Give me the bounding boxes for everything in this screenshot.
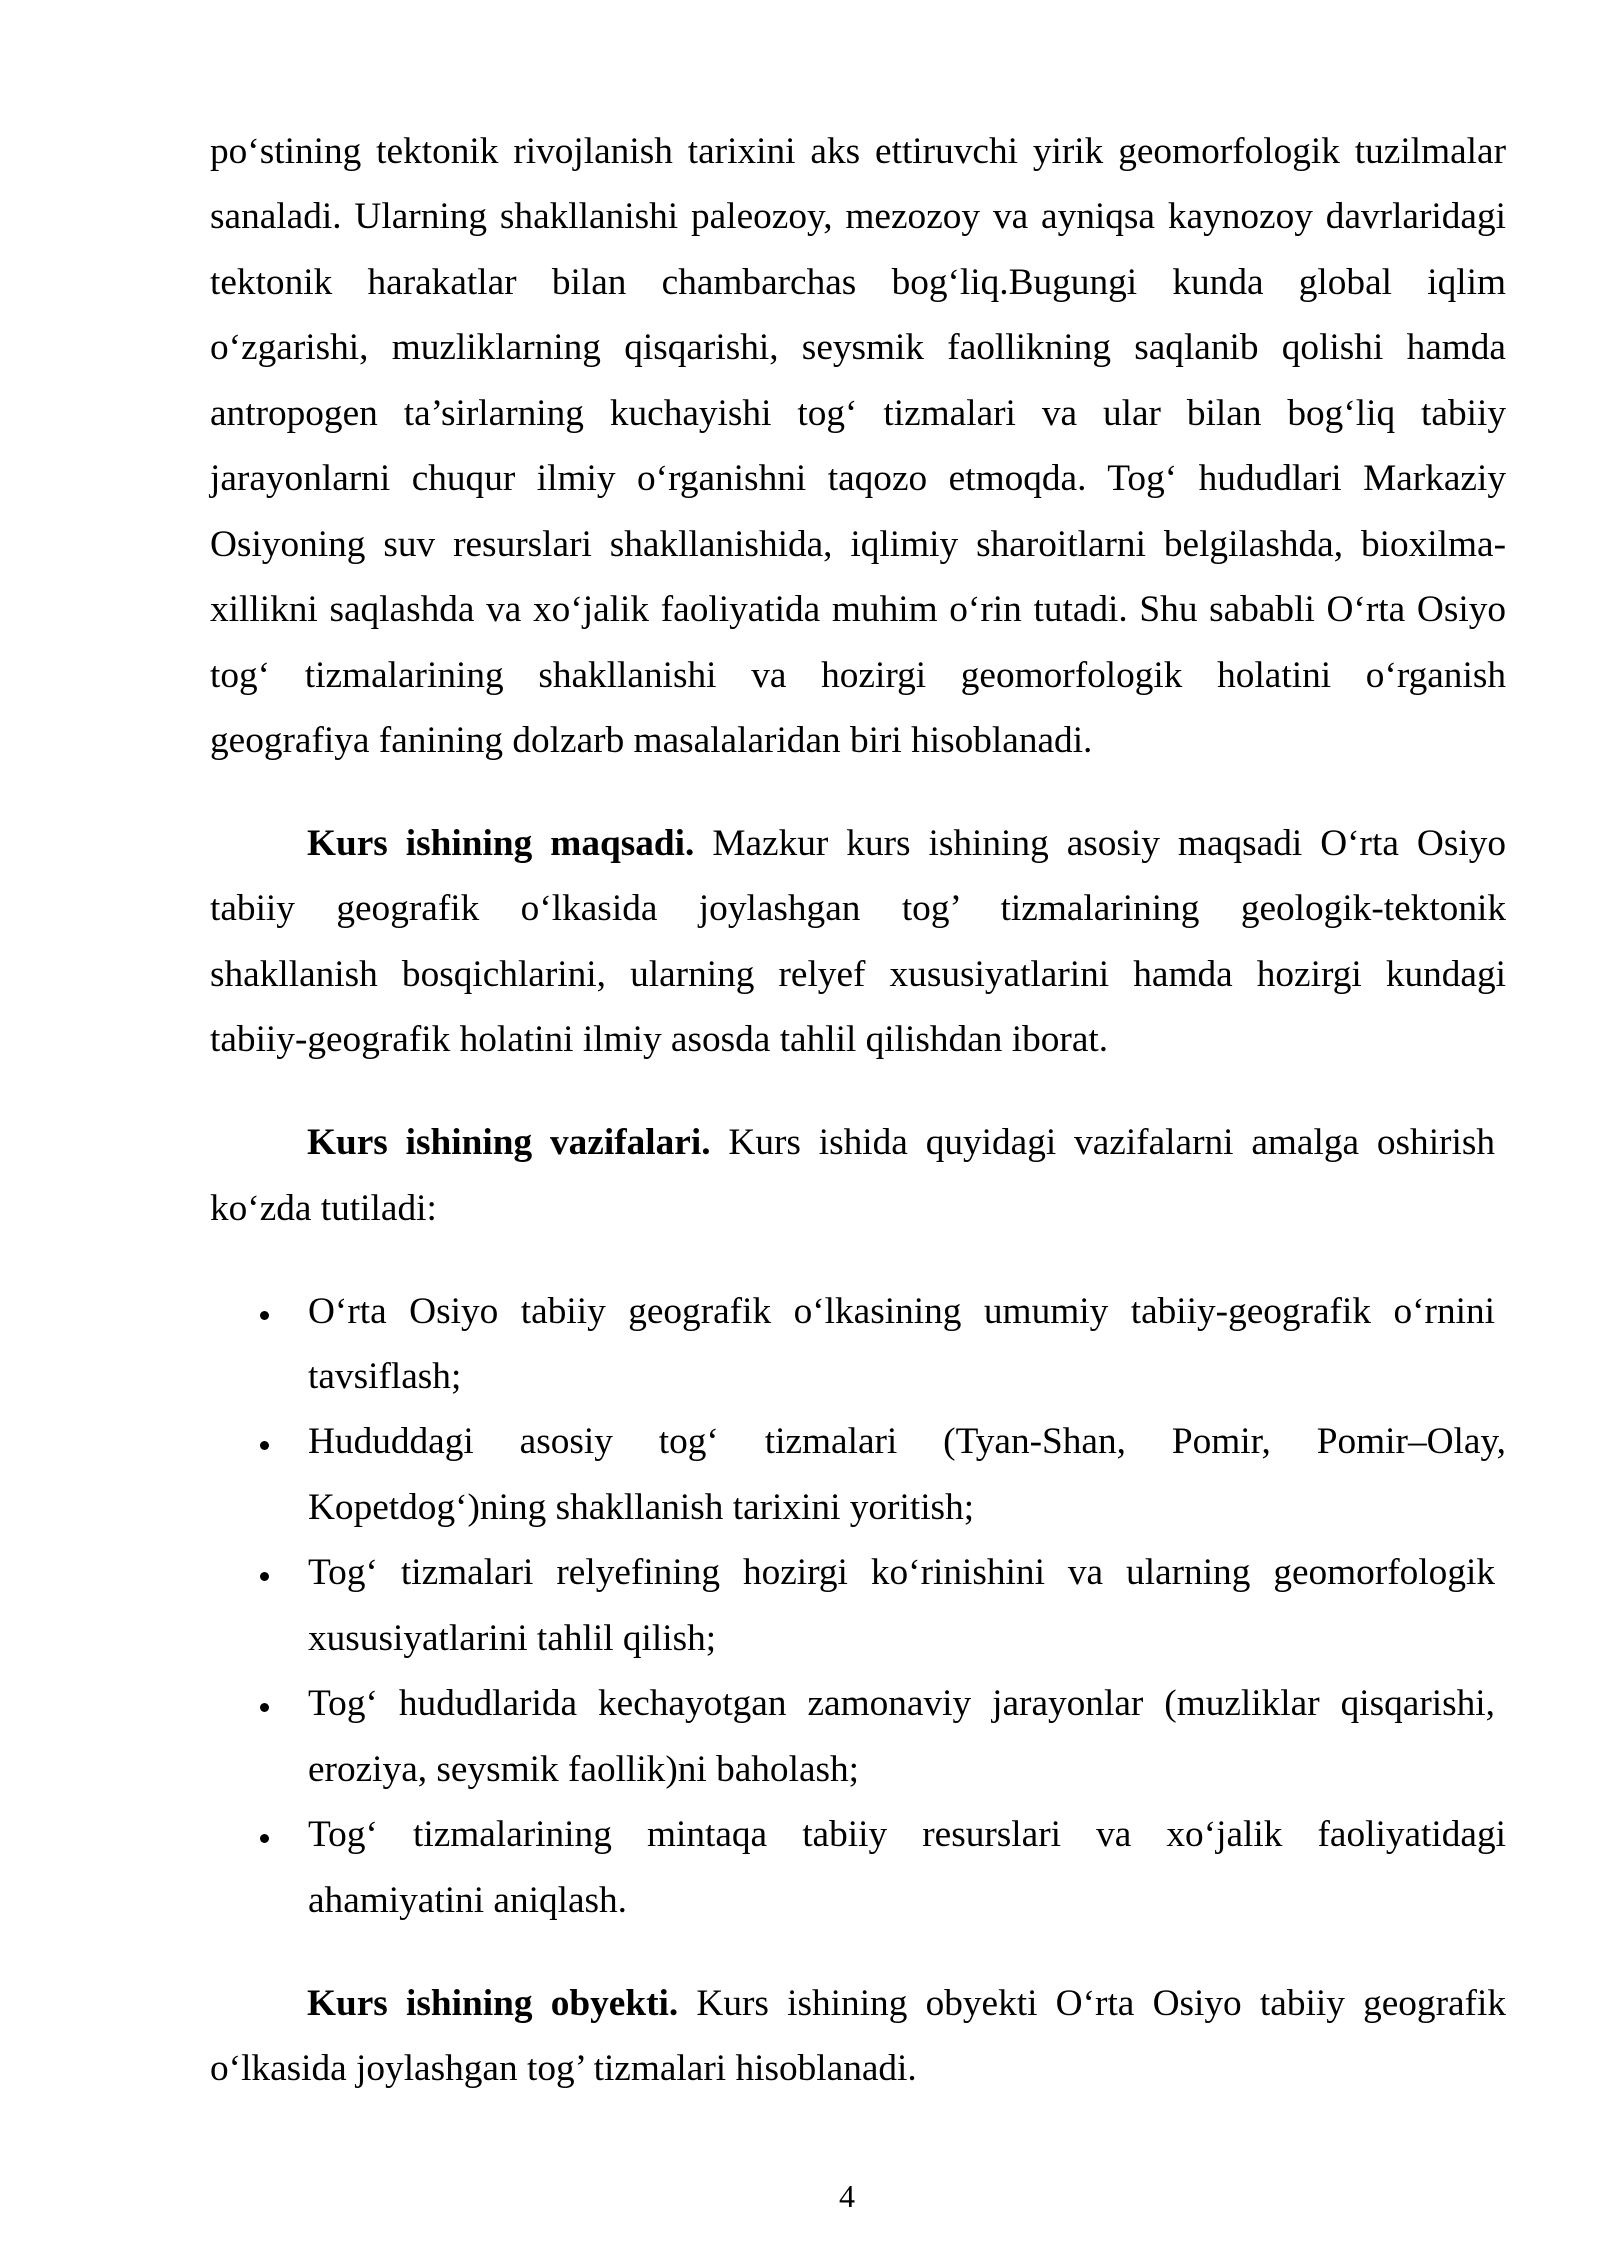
text-line: Tog‘ hududlarida kechayotgan zamonaviy jarayonlar (muzliklar qisqarishi, — [308, 1683, 1495, 1725]
list-item — [210, 1409, 1506, 1540]
text-line: po‘stining tektonik rivojlanish tarixini aks ettiruvchi yirik geomorfologik tuzilmalar — [210, 131, 1506, 172]
text-line: o‘lkasida joylashgan tog’ tizmalari hisoblanadi. — [210, 2047, 917, 2089]
page-number: 4 — [839, 2178, 855, 2214]
bullet-icon — [260, 1441, 269, 1450]
text-line: sanaladi. Ularning shakllanishi paleozoy, mezozoy va ayniqsa kaynozoy davrlaridagi — [210, 196, 1506, 238]
text-line: tog‘ tizmalarining shakllanishi va hozirgi geomorfologik holatini o‘rganish — [210, 654, 1506, 696]
text-line — [210, 1110, 1506, 1175]
text-line: Osiyoning suv resurslari shakllanishida, iqlimiy sharoitlarni belgilashda, bioxilma- — [210, 523, 1506, 565]
text-line: xillikni saqlashda va xo‘jalik faoliyatida muhim o‘rin tutadi. Shu sababli O‘rta Osiyo — [210, 589, 1506, 631]
intro-paragraph — [210, 119, 1506, 774]
page-content — [210, 119, 1506, 2139]
text-line: tabiiy geografik o‘lkasida joylashgan tog’ tizmalarining geologik-tektonik — [210, 888, 1506, 930]
tasks-list — [210, 1279, 1506, 1934]
text-line: eroziya, seysmik faollik)ni baholash; — [308, 1748, 860, 1790]
text-line: ahamiyatini aniqlash. — [308, 1879, 628, 1921]
text-line: Tog‘ tizmalari relyefining hozirgi ko‘rinishini va ularning geomorfologik — [308, 1552, 1495, 1594]
text-line: xususiyatlarini tahlil qilish; — [308, 1617, 717, 1659]
tasks-paragraph — [210, 1110, 1506, 1241]
list-item — [210, 1540, 1506, 1671]
text-line: tabiiy-geografik holatini ilmiy asosda tahlil qilishdan iborat. — [210, 1019, 1109, 1061]
section-heading: Kurs ishining vazifalari. — [307, 1122, 711, 1164]
text-line: Hududdagi asosiy tog‘ tizmalari (Tyan-Shan, Pomir, Pomir–Olay, — [308, 1421, 1506, 1463]
goal-paragraph — [210, 811, 1506, 1073]
text-run: Mazkur kurs ishining asosiy maqsadi O‘rta Osiyo — [712, 822, 1506, 864]
text-line: ko‘zda tutiladi: — [210, 1187, 437, 1229]
text-line: Tog‘ tizmalarining mintaqa tabiiy resurslari va xo‘jalik faoliyatidagi — [308, 1814, 1506, 1856]
text-line: tavsiflash; — [308, 1356, 462, 1398]
section-heading: Kurs ishining obyekti. — [307, 1982, 679, 2024]
list-item — [210, 1671, 1506, 1802]
text-line: geografiya fanining dolzarb masalalaridan biri hisoblanadi. — [210, 720, 1093, 762]
list-item — [210, 1279, 1506, 1410]
bullet-icon — [260, 1311, 269, 1320]
text-line: jarayonlarni chuqur ilmiy o‘rganishni taqozo etmoqda. Tog‘ hududlari Markaziy — [210, 458, 1506, 500]
text-run: Kurs ishida quyidagi vazifalarni amalga oshirish — [728, 1122, 1496, 1164]
text-line: Kopetdog‘)ning shakllanish tarixini yoritish; — [308, 1486, 975, 1528]
section-heading: Kurs ishining maqsadi. — [307, 822, 695, 864]
text-line — [210, 811, 1506, 876]
text-line: tektonik harakatlar bilan chambarchas bog‘liq.Bugungi kunda global iqlim — [210, 261, 1506, 303]
object-paragraph — [210, 1971, 1506, 2102]
text-line: O‘rta Osiyo tabiiy geografik o‘lkasining umumiy tabiiy-geografik o‘rnini — [308, 1290, 1495, 1332]
bullet-icon — [260, 1834, 269, 1843]
text-line: o‘zgarishi, muzliklarning qisqarishi, seysmik faollikning saqlanib qolishi hamda — [210, 327, 1506, 369]
list-item — [210, 1802, 1506, 1933]
bullet-icon — [260, 1572, 269, 1581]
text-line — [210, 1971, 1506, 2036]
text-line: antropogen ta’sirlarning kuchayishi tog‘ tizmalari va ular bilan bog‘liq tabiiy — [210, 392, 1506, 434]
text-line: shakllanish bosqichlarini, ularning relyef xususiyatlarini hamda hozirgi kundagi — [210, 953, 1506, 995]
bullet-icon — [260, 1703, 269, 1712]
text-run: Kurs ishining obyekti O‘rta Osiyo tabiiy geografik — [696, 1982, 1506, 2024]
